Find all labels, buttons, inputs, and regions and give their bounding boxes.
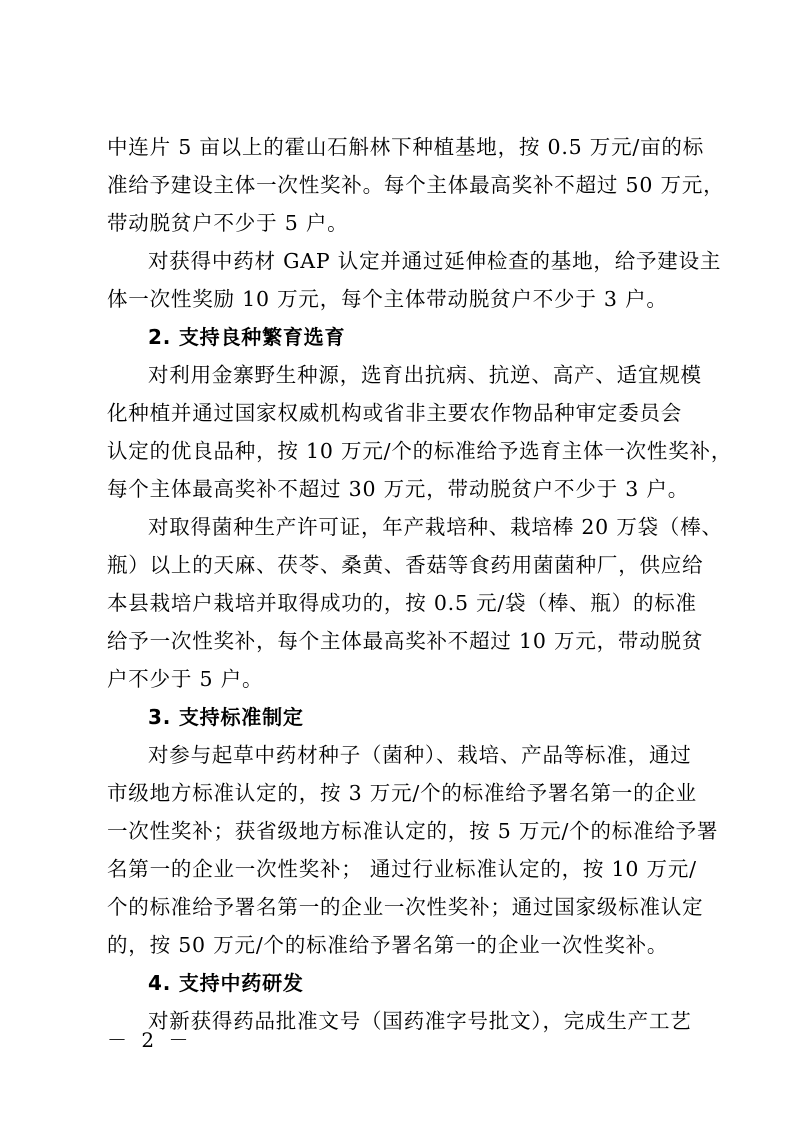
paragraph: [107, 736, 719, 964]
section-heading: 4. 支持中药研发: [148, 971, 304, 995]
text-line: 对取得菌种生产许可证，年产栽培种、栽培棒 20 万袋（棒、: [148, 515, 723, 539]
text-line: 每个主体最高奖补不超过 30 万元，带动脱贫户不少于 3 户。: [107, 477, 689, 501]
text-line: 化种植并通过国家权威机构或省非主要农作物品种审定委员会: [107, 401, 683, 425]
text-line: 带动脱贫户不少于 5 户。: [107, 211, 349, 235]
section-heading: 3. 支持标准制定: [148, 705, 304, 729]
page-number: － 2 －: [107, 1028, 193, 1052]
text-line: 的，按 50 万元/个的标准给予署名第一的企业一次性奖补。: [107, 933, 669, 957]
text-line: 本县栽培户栽培并取得成功的，按 0.5 元/袋（棒、瓶）的标准: [107, 591, 697, 615]
text-line: 给予一次性奖补，每个主体最高奖补不超过 10 万元，带动脱贫: [107, 629, 704, 653]
paragraph: [107, 242, 722, 318]
text-line: 对新获得药品批准文号（国药准字号批文），完成生产工艺: [148, 1009, 692, 1033]
text-line: 认定的优良品种，按 10 万元/个的标准给予选育主体一次性奖补，: [107, 439, 733, 463]
text-line: 对利用金寨野生种源，选育出抗病、抗逆、高产、适宜规模: [148, 363, 702, 387]
text-line: 瓶）以上的天麻、茯苓、桑黄、香菇等食药用菌菌种厂，供应给: [107, 553, 704, 577]
document-body: [107, 128, 733, 1040]
text-line: 个的标准给予署名第一的企业一次性奖补；通过国家级标准认定: [107, 895, 704, 919]
section-heading: 2. 支持良种繁育选育: [148, 325, 346, 349]
text-line: 市级地方标准认定的，按 3 万元/个的标准给予署名第一的企业: [107, 781, 697, 805]
text-line: 中连片 5 亩以上的霍山石斛林下种植基地，按 0.5 万元/亩的标: [107, 135, 705, 159]
text-line: 体一次性奖励 10 万元，每个主体带动脱贫户不少于 3 户。: [107, 287, 668, 311]
paragraph: [107, 128, 725, 242]
text-line: 对参与起草中药材种子（菌种）、栽培、产品等标准，通过: [148, 743, 692, 767]
text-line: 对获得中药材 GAP 认定并通过延伸检查的基地，给予建设主: [148, 249, 722, 273]
paragraph: [107, 356, 733, 508]
text-line: 户不少于 5 户。: [107, 667, 264, 691]
paragraph: [107, 1002, 697, 1040]
text-line: 一次性奖补；获省级地方标准认定的，按 5 万元/个的标准给予署: [107, 819, 719, 843]
text-line: 准给予建设主体一次性奖补。每个主体最高奖补不超过 50 万元，: [107, 173, 725, 197]
paragraph: [107, 508, 723, 698]
text-line: 名第一的企业一次性奖补； 通过行业标准认定的，按 10 万元/: [107, 857, 697, 881]
